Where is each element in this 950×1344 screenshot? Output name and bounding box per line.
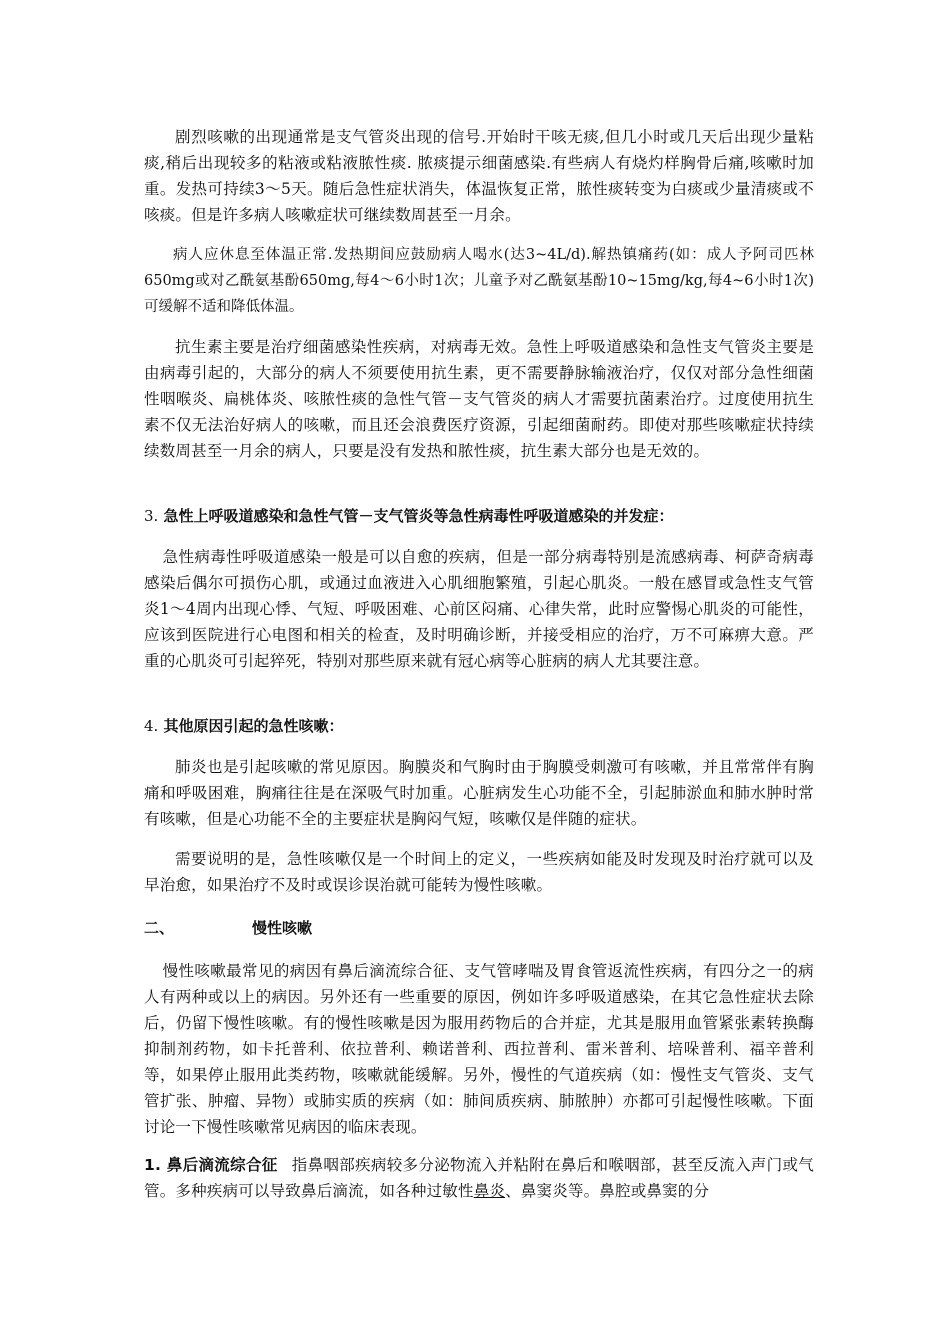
heading-text: 其他原因引起的急性咳嗽：	[163, 717, 344, 735]
postnasal-text-before: 指鼻咽部疾病较多分泌物流入并粘附在鼻后和喉咽部，甚至反流入声门或气管。多种疾病可以导致鼻后滴流，如各种过敏性	[144, 1156, 814, 1200]
link-rhinitis[interactable]: 鼻炎	[473, 1182, 506, 1200]
paragraph-pneumonia: 肺炎也是引起咳嗽的常见原因。胸膜炎和气胸时由于胸膜受刺激可有咳嗽，并且常常伴有胸痛和呼吸困难，胸痛往往是在深吸气时加重。心脏病发生心功能不全，引起肺淤血和肺水肿时常有咳嗽，但是心功能不全的主要症状是胸闷气短，咳嗽仅是伴随的症状。	[144, 758, 814, 828]
heading-number: 4.	[144, 717, 159, 735]
heading-complications	[144, 504, 814, 528]
paragraph-bronchitis-symptoms: 剧烈咳嗽的出现通常是支气管炎出现的信号.开始时干咳无痰,但几小时或几天后出现少量粘痰,稍后出现较多的粘液或粘液脓性痰. 脓痰提示细菌感染.有些病人有烧灼样胸骨后痛,咳嗽时加重。发热可持续3～5天。随后急性症状消失，体温恢复正常，脓性痰转变为白痰或少量清痰或不咳痰。但是许多病人咳嗽症状可继续数周甚至一月余。	[144, 128, 814, 224]
paragraph-definition-note: 需要说明的是，急性咳嗽仅是一个时间上的定义，一些疾病如能及时发现及时治疗就可以及早治愈，如果治疗不及时或误诊误治就可能转为慢性咳嗽。	[144, 850, 814, 894]
section-number: 二、	[144, 919, 175, 937]
postnasal-text-after: 、鼻窦炎等。鼻腔或鼻窦的分	[505, 1182, 710, 1200]
heading-number: 3.	[144, 507, 159, 525]
paragraph-myocarditis: 急性病毒性呼吸道感染一般是可以自愈的疾病，但是一部分病毒特别是流感病毒、柯萨奇病毒感染后偶尔可损伤心肌，或通过血液进入心肌细胞繁殖，引起心肌炎。一般在感冒或急性支气管炎1～4周内出现心悸、气短、呼吸困难、心前区闷痛、心律失常，此时应警惕心肌炎的可能性，应该到医院进行心电图和相关的检查，及时明确诊断，并接受相应的治疗，万不可麻痹大意。严重的心肌炎可引起猝死，特别对那些原来就有冠心病等心脏病的病人尤其要注意。	[144, 548, 814, 670]
heading-other-causes	[144, 714, 814, 738]
heading-text: 急性上呼吸道感染和急性气管－支气管炎等急性病毒性呼吸道感染的并发症：	[163, 507, 674, 525]
section-title: 慢性咳嗽	[252, 919, 313, 937]
paragraph-postnasal-drip	[144, 1152, 814, 1204]
paragraph-antibiotics: 抗生素主要是治疗细菌感染性疾病，对病毒无效。急性上呼吸道感染和急性支气管炎主要是由病毒引起的，大部分的病人不须要使用抗生素，更不需要静脉输液治疗，仅仅对部分急性细菌性咽喉炎、扁桃体炎、咳脓性痰的急性气管－支气管炎的病人才需要抗菌素治疗。过度使用抗生素不仅无法治好病人的咳嗽，而且还会浪费医疗资源，引起细菌耐药。即使对那些咳嗽症状持续续数周甚至一月余的病人，只要是没有发热和脓性痰，抗生素大部分也是无效的。	[144, 338, 814, 460]
paragraph-treatment-rest: 病人应休息至体温正常.发热期间应鼓励病人喝水(达3~4L/d).解热镇痛药(如：成人予阿司匹林650mg或对乙酰氨基酚650mg,每4～6小时1次；儿童予对乙酰氨基酚10~15mg/kg,每4~6小时1次)可缓解不适和降低体温。	[144, 247, 814, 315]
section-heading-chronic-cough	[144, 916, 312, 940]
paragraph-chronic-causes: 慢性咳嗽最常见的病因有鼻后滴流综合征、支气管哮喘及胃食管返流性疾病，有四分之一的病人有两种或以上的病因。另外还有一些重要的原因，例如许多呼吸道感染，在其它急性症状去除后，仍留下慢性咳嗽。有的慢性咳嗽是因为服用药物后的合并症，尤其是服用血管紧张素转换酶抑制剂药物，如卡托普利、依拉普利、赖诺普利、西拉普利、雷米普利、培哚普利、福辛普利等，如果停止服用此类药物，咳嗽就能缓解。另外，慢性的气道疾病（如：慢性支气管炎、支气管扩张、肿瘤、异物）或肺实质的疾病（如：肺间质疾病、肺脓肿）亦都可引起慢性咳嗽。下面讨论一下慢性咳嗽常见病因的临床表现。	[144, 962, 814, 1136]
subheading-postnasal-drip: 1. 鼻后滴流综合征	[144, 1156, 278, 1174]
